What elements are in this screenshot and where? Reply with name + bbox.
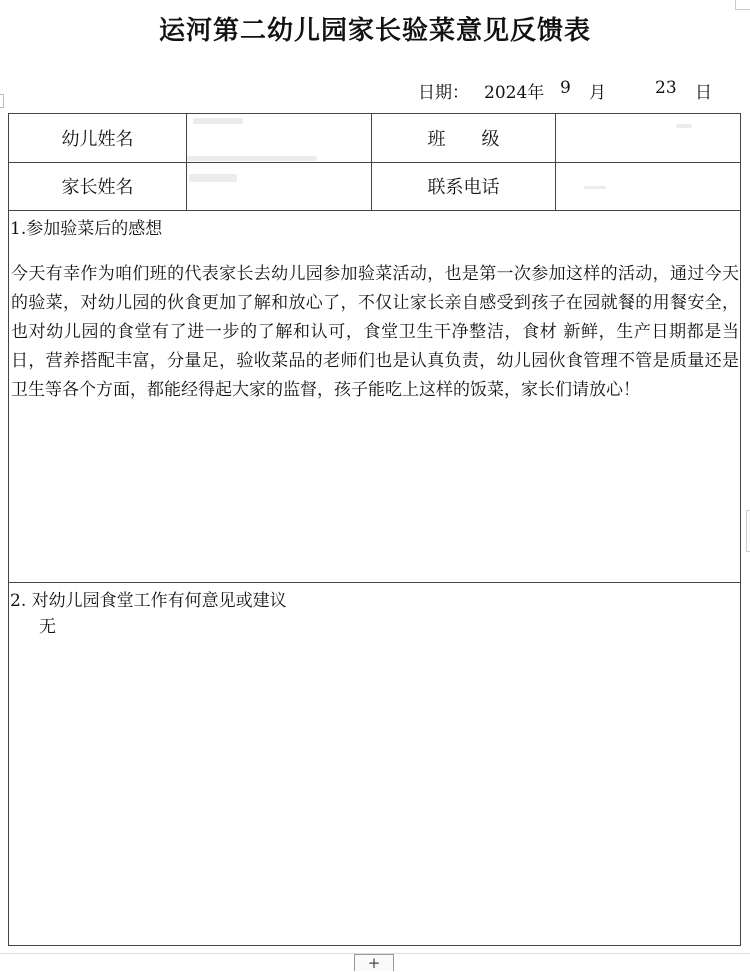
section-suggestions xyxy=(9,582,740,945)
parent-name-label: 家长姓名 xyxy=(9,162,187,210)
date-month-unit: 月 xyxy=(589,83,606,103)
redacted-mark xyxy=(676,124,692,128)
page-corner-mark xyxy=(735,0,750,10)
form-row-parent xyxy=(9,162,740,211)
section-suggestions-title: 2. 对幼儿园食堂工作有何意见或建议 xyxy=(10,591,287,611)
section-impressions xyxy=(9,210,740,583)
redacted-mark xyxy=(193,118,243,124)
date-month-value: 9 xyxy=(560,78,571,98)
parent-name-field[interactable] xyxy=(187,162,372,210)
section-impressions-text[interactable]: 今天有幸作为咱们班的代表家长去幼儿园参加验菜活动，也是第一次参加这样的活动，通过今天的验菜，对幼儿园的伙食更加了解和放心了，不仅让家长亲自感受到孩子在园就餐的用餐安全，也对幼儿园的食堂有了进一步的了解和认可，食堂卫生干净整洁，食材 新鲜，生产日期都是当日，营养搭配丰富，分量足，验收菜品的老师们也是认真负责，幼儿园伙食管理不管是质量还是卫生等各个方面，都能经得起大家的监督，孩子能吃上这样的饭菜，家长们请放心！ xyxy=(11,264,739,400)
date-label: 日期： xyxy=(418,83,469,103)
feedback-form xyxy=(8,113,741,946)
phone-field[interactable] xyxy=(556,162,740,210)
redacted-mark xyxy=(187,156,317,161)
left-margin-marker xyxy=(0,94,4,108)
date-day-value: 23 xyxy=(655,78,677,98)
section-impressions-title: 1.参加验菜后的感想 xyxy=(10,219,163,239)
redacted-mark xyxy=(584,186,606,189)
phone-label: 联系电话 xyxy=(372,162,556,210)
child-name-field[interactable] xyxy=(187,114,372,162)
child-name-label: 幼儿姓名 xyxy=(9,114,187,162)
section-suggestions-answer[interactable]: 无 xyxy=(39,617,56,637)
right-scroll-marker[interactable] xyxy=(746,510,750,552)
page-title: 运河第二幼儿园家长验菜意见反馈表 xyxy=(158,16,591,46)
class-label: 班 级 xyxy=(372,114,556,162)
form-row-child xyxy=(9,114,740,163)
class-field[interactable] xyxy=(556,114,740,162)
redacted-mark xyxy=(189,174,237,182)
add-page-button[interactable]: + xyxy=(354,954,394,971)
date-year: 2024年 xyxy=(484,83,545,103)
date-day-unit: 日 xyxy=(695,83,712,103)
